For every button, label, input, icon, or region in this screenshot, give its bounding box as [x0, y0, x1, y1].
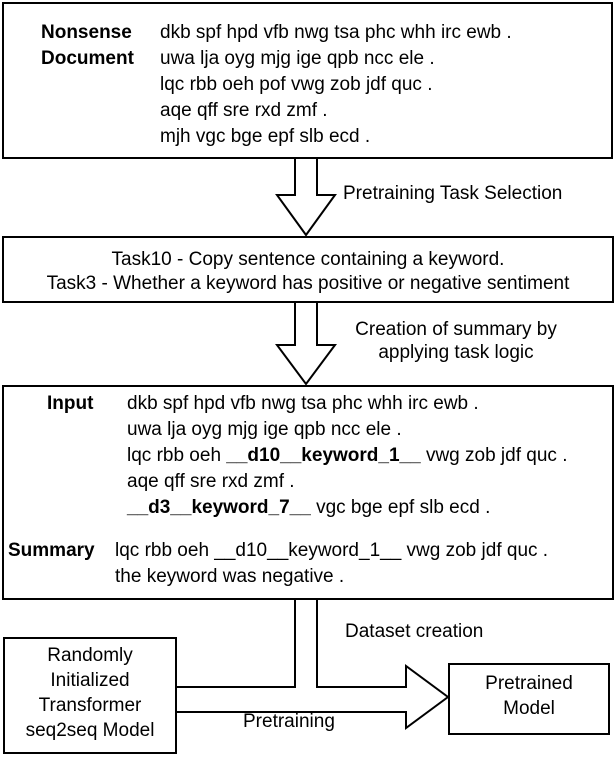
keyword-token: __d10__keyword_1__ — [226, 445, 421, 466]
task10-line: Task10 - Copy sentence containing a keyword. — [111, 249, 505, 270]
nonsense-document-box — [2, 2, 613, 159]
document-line: mjh vgc bge epf slb ecd . — [160, 126, 371, 147]
keyword-token: __d3__keyword_7__ — [127, 497, 311, 518]
model-box-line: seq2seq Model — [25, 720, 155, 741]
input-line: dkb spf hpd vfb nwg tsa phc whh irc ewb . — [127, 393, 479, 414]
document-line: uwa lja oyg mjg ige qpb ncc ele . — [160, 48, 435, 69]
nonsense-document-text — [160, 20, 512, 150]
random-transformer-model-box — [3, 637, 177, 754]
task3-line: Task3 - Whether a keyword has positive or negative sentiment — [46, 273, 570, 294]
input-line: aqe qff sre rxd zmf . — [127, 471, 295, 492]
pretraining-label: Pretraining — [243, 711, 335, 732]
summary-line: lqc rbb oeh __d10__keyword_1__ vwg zob jdf quc . — [115, 540, 549, 561]
input-line: lqc rbb oeh __d10__keyword_1__ vwg zob jdf quc . — [127, 445, 568, 466]
nonsense-label-line1: Nonsense — [41, 22, 132, 43]
down-arrow-task-selection-icon — [277, 156, 335, 235]
summary-creation-label-line1: Creation of summary by — [355, 319, 557, 340]
pretrained-model-box — [448, 663, 610, 735]
nonsense-document-label — [41, 20, 134, 72]
pretrained-box-line2: Model — [503, 698, 555, 719]
summary-creation-label — [344, 318, 568, 364]
summary-text — [115, 538, 548, 590]
input-label: Input — [47, 393, 94, 414]
pretraining-task-selection-label: Pretraining Task Selection — [343, 183, 563, 204]
nonsense-label-line2: Document — [41, 48, 134, 69]
input-summary-box — [2, 385, 614, 600]
input-line: __d3__keyword_7__ vgc bge epf slb ecd . — [127, 497, 491, 518]
document-line: lqc rbb oeh pof vwg zob jdf quc . — [160, 74, 433, 95]
down-arrow-summary-creation-icon — [277, 301, 335, 384]
pretrained-box-line1: Pretrained — [485, 673, 573, 694]
document-line: aqe qff sre rxd zmf . — [160, 100, 328, 121]
input-text — [127, 391, 567, 521]
merge-right-arrow-icon — [176, 598, 448, 728]
model-box-line: Transformer — [38, 695, 142, 716]
model-box-line: Initialized — [50, 670, 130, 691]
summary-creation-label-line2: applying task logic — [378, 342, 534, 363]
summary-label: Summary — [8, 540, 95, 561]
document-line: dkb spf hpd vfb nwg tsa phc whh irc ewb . — [160, 22, 512, 43]
task-selection-box — [2, 236, 614, 303]
model-box-line: Randomly — [47, 645, 133, 666]
input-line: uwa lja oyg mjg ige qpb ncc ele . — [127, 419, 402, 440]
dataset-creation-label: Dataset creation — [345, 621, 484, 642]
summary-line: the keyword was negative . — [115, 566, 345, 587]
